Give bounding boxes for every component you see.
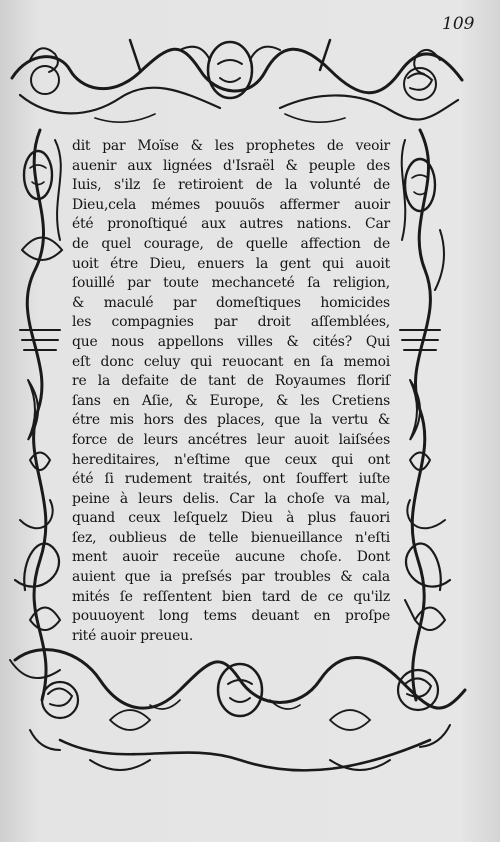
text-line: que nous appellons villes & cités? Qui [72, 333, 390, 350]
text-line: ſez, oublieus de telle bienueillance n'eſti [72, 529, 390, 546]
text-line: été pronoſtiqué aux autres nations. Car [72, 216, 390, 233]
text-line: ſans en Aſie, & Europe, & les Cretiens [72, 392, 390, 409]
text-line: eſt donc celuy qui reuocant en ſa memoi [72, 353, 390, 370]
body-text [72, 137, 390, 646]
text-line: Dieu,cela mémes pouuõs affermer auoir [72, 196, 390, 213]
text-line: rité auoir preueu. [72, 627, 194, 644]
left-column-ornament [10, 130, 62, 700]
text-line: peine à leurs delis. Car la choſe va mal, [72, 490, 390, 507]
text-line: dit par Moïse & les prophetes de veoir [72, 138, 390, 154]
text-line: & maculé par domeſtiques homicides [72, 294, 390, 311]
text-line: auenir aux lignées d'Israël & peuple des [72, 157, 390, 174]
text-line: les compagnies par droit aſſemblées, [72, 314, 390, 331]
text-line: de quel courage, de quelle affection de [72, 235, 390, 252]
text-line: pouuoyent long tems deuant en proſpe [72, 608, 390, 625]
text-line: force de leurs ancétres leur auoit laiſsées [72, 431, 390, 448]
text-line: quand ceux leſquelz Dieu à plus fauori [72, 510, 390, 527]
right-column-ornament [400, 130, 450, 700]
text-line: ment auoir receüe aucune choſe. Dont [72, 549, 390, 566]
text-line: mités ſe reſſentent bien tard de ce qu'ilz [72, 588, 390, 605]
text-line: uoit étre Dieu, enuers la gent qui auoit [72, 255, 390, 272]
text-line: Iuis, s'ilz ſe retiroient de la volunté de [72, 177, 390, 194]
page-number: 109 [442, 14, 475, 34]
top-frieze-ornament [12, 40, 462, 122]
bottom-frieze-ornament [15, 650, 465, 771]
text-line: été ſi rudement traités, ont ſouffert iuſte [72, 471, 390, 488]
text-line: ſouillé par toute mechanceté ſa religion, [72, 275, 390, 292]
text-line: étre mis hors des places, que la vertu & [72, 412, 390, 429]
text-line: hereditaires, n'eſtime que ceux qui ont [72, 451, 390, 468]
text-line: re la defaite de tant de Royaumes floriſ [72, 373, 390, 390]
text-line: auient que ia preſsés par troubles & cala [72, 569, 390, 586]
